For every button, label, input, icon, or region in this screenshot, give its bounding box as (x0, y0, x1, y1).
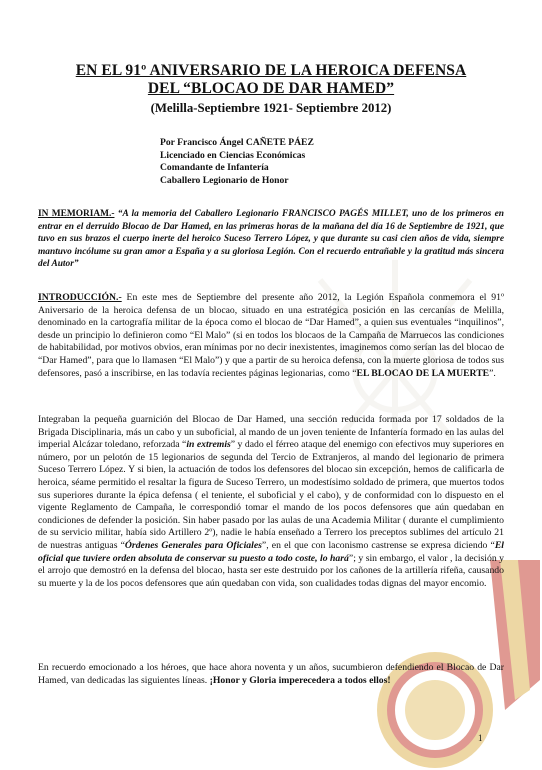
garrison-text-a: Integraban la pequeña guarnición del Blocao de Dar Hamed, una sección reducida formada por 17 soldados de la Brigada Disciplinaria, más un cabo y un suboficial, al mando de un joven teniente de Infantería formado en las aulas del imperial Alcázar toledano, reforzada “ (38, 414, 504, 451)
introduction-label: INTRODUCCIÓN.- (38, 292, 122, 303)
in-memoriam-text: “A la memoria del Caballero Legionario FRANCISCO PAGÉS MILLET, uno de los primeros en entrar en el derruido Blocao de Dar Hamed, en las primeras horas de la mañana del día 16 de Septiembre de 1921, que tuvo en sus brazos el cuerpo inerte del heroico Suceso Terrero López, y que durante su casi cien años de vida, siempre mantuvo incólume su gran amor a España y a su gloriosa Legión. Con el recuerdo entrañable y la gratitud más sincera del Autor” (38, 209, 504, 270)
article-quote: El oficial que tuviere orden absoluta de conservar su puesto a todo coste, lo hará (38, 539, 504, 564)
introduction-paragraph (38, 292, 504, 380)
author-name: Por Francisco Ángel CAÑETE PÁEZ (160, 137, 314, 148)
closing-text: En recuerdo emocionado a los héroes, que hace ahora noventa y un años, sucumbieron defendiendo el Blocao de Dar Hamed, van dedicadas las siguientes líneas. (38, 662, 504, 686)
document-title-line2: DEL “BLOCAO DE DAR HAMED” (147, 80, 395, 97)
document-subtitle: (Melilla-Septiembre 1921- Septiembre 2012) (150, 101, 392, 115)
ordenes-generales-emphasis: Órdenes Generales para Oficiales (124, 539, 262, 551)
document-title-line1: EN EL 91º ANIVERSARIO DE LA HEROICA DEFENSA (75, 62, 467, 79)
garrison-text-b: ” y dado el férreo ataque del enemigo con efectivos muy superiores en número, por un pelotón de 15 legionarios de segunda del Tercio de Extranjeros, al mando del legionario de primera Suceso Terrero López. Y si bien, la actuación de todos los defensores del blocao sin excepción, hemos de calificarla de heroica, séame permitido el resaltar la figura de Suceso Terrero, un modestísimo soldado de primera, que muertos todos sus superiores durante la épica defensa ( el teniente, el suboficial y el cabo), y de conformidad con lo dispuesto en el vigente Reglamento de Campaña, le correspondió tomar el mando de los pocos defensores que aún quedaban en condiciones de defender la posición. Sin haber pasado por las aulas de una Academia Militar ( durante el cumplimiento de su servicio militar, había sido Artillero 2º), nadie le había enseñado a Terrero los preceptos sublimes del artículo 21 de nuestras antiguas “ (38, 439, 504, 551)
garrison-text-c: ”, en el que con laconismo castrense se expresa diciendo “ (261, 539, 495, 551)
introduction-text-end: ”. (489, 367, 496, 379)
in-memoriam-label: IN MEMORIAM.- (38, 209, 115, 219)
garrison-paragraph (38, 414, 504, 590)
in-extremis-emphasis: in extremis (186, 439, 231, 451)
author-rank: Comandante de Infantería (160, 162, 269, 174)
highlight-title: EL BLOCAO DE LA MUERTE (356, 367, 490, 379)
honor-gloria-closing: ¡Honor y Gloria imperecedera a todos ellos! (209, 674, 391, 686)
author-honor: Caballero Legionario de Honor (160, 174, 289, 186)
page-number: 1 (478, 733, 483, 743)
garrison-text-d: ”; y sin embargo, el valor , la decisión y el arrojo que demostró en la defensa del blocao, hasta ser este destruido por los cañones de la artillería rifeña, causando su muerte y la de los pocos defensores que aún quedaban con vida, son cualidades todas dignas del mayor encomio. (38, 552, 505, 589)
author-degree: Licenciado en Ciencias Económicas (160, 149, 306, 161)
in-memoriam-paragraph (38, 208, 504, 271)
author-block (160, 137, 420, 187)
introduction-text: En este mes de Septiembre del presente año 2012, la Legión Española conmemora el 91º Aniversario de la heroica defensa de un blocao, situado en una estratégica posición en las cercanías de Melilla, denominado en la cartografía militar de la época como el blocao de “Dar Hamed”, a quien sus eventuales “inquilinos”, desde un principio lo definieron como “El Malo” (si en todos los blocaos de la Campaña de Marruecos las condiciones de habitabilidad, por motivos obvios, eran mínimas por no decir inexistentes, imaginemos como serían las del blocao de “Dar Hamed”, para que lo llamasen “El Malo”) y que a partir de su heroica defensa, con la muerte gloriosa de todos sus defensores, pasó a inscribirse, en las todavía recientes páginas legionarias, como “ (38, 292, 504, 379)
closing-paragraph (38, 662, 504, 687)
